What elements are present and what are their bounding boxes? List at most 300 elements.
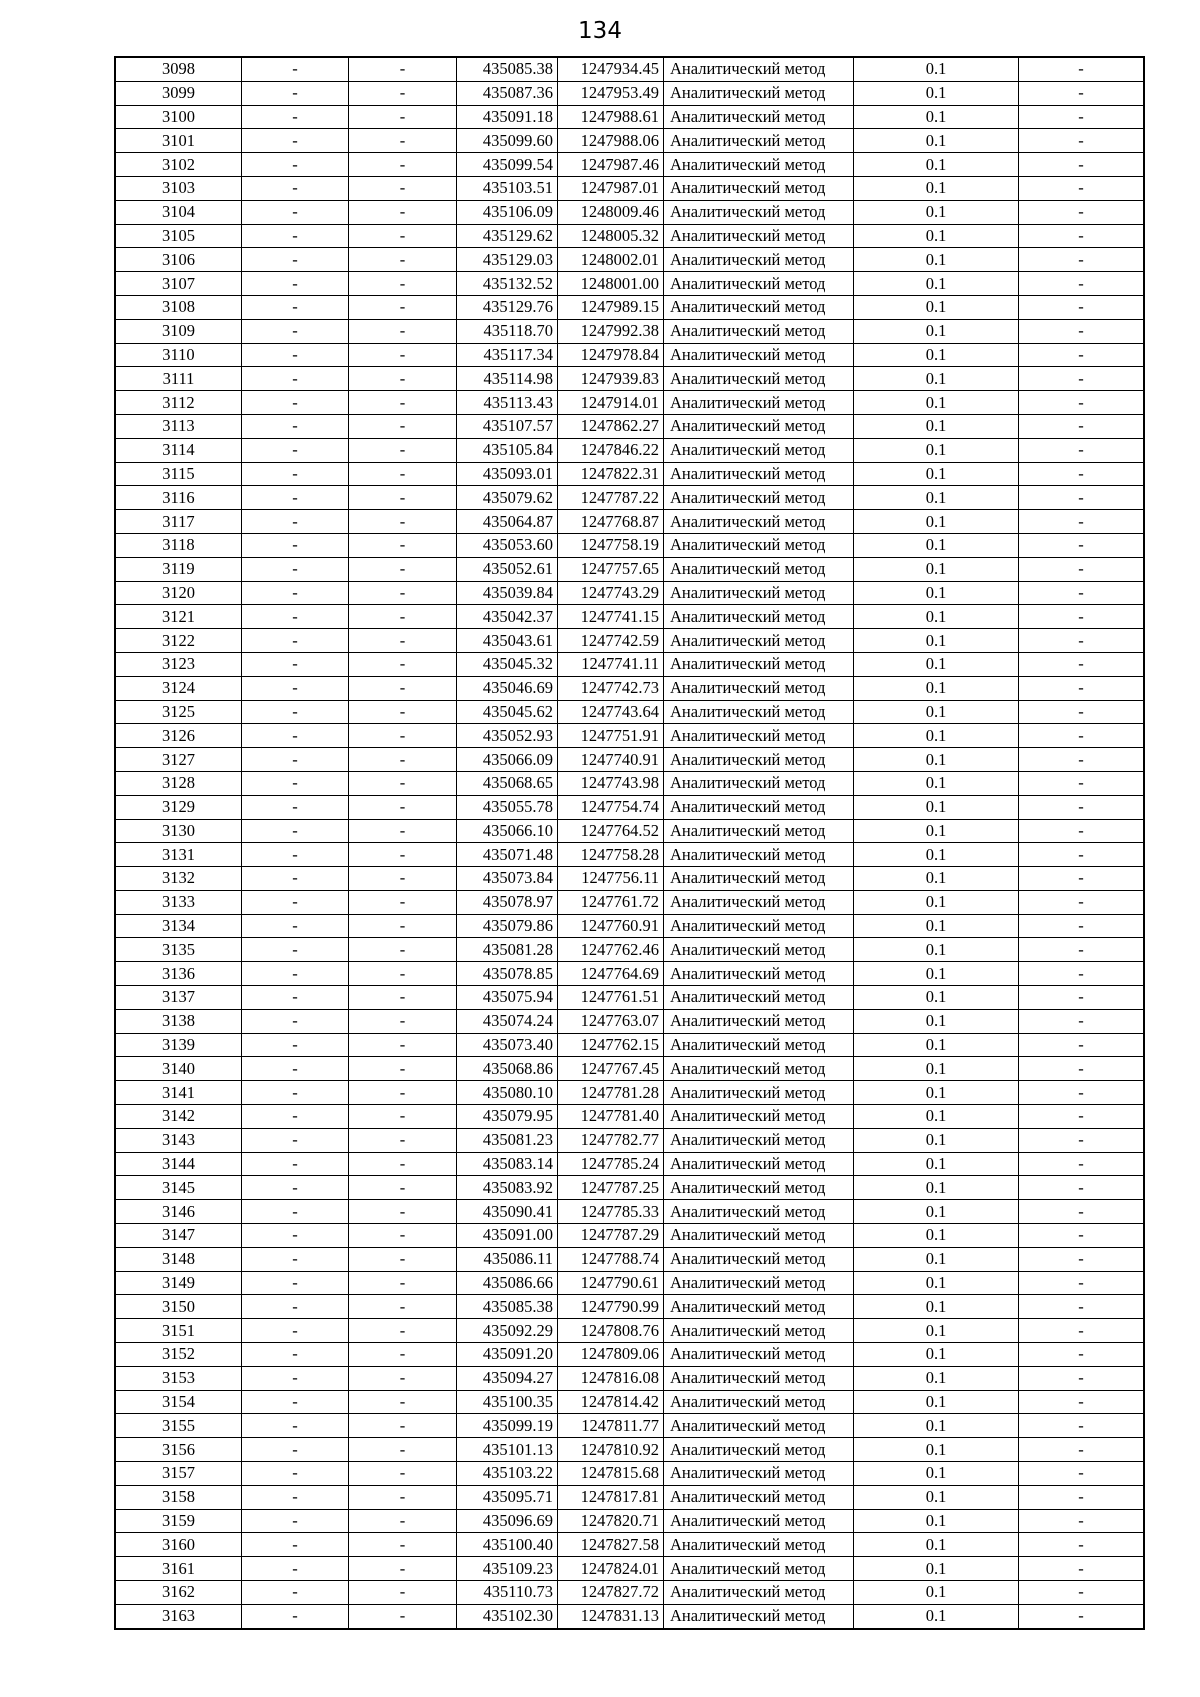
x-coordinate-cell: 435103.22 [457,1462,558,1486]
point-number-cell: 3098 [115,57,242,81]
empty-value-cell: - [242,176,349,200]
method-cell: Аналитический метод [664,1033,854,1057]
empty-value-cell: - [242,1009,349,1033]
y-coordinate-cell: 1247810.92 [558,1438,664,1462]
y-coordinate-cell: 1247742.59 [558,629,664,653]
empty-value-cell: - [1019,605,1145,629]
empty-value-cell: - [1019,986,1145,1010]
empty-value-cell: - [1019,367,1145,391]
table-row [115,676,1144,700]
table-row [115,272,1144,296]
point-number-cell: 3133 [115,890,242,914]
point-number-cell: 3159 [115,1509,242,1533]
y-coordinate-cell: 1247824.01 [558,1557,664,1581]
accuracy-cell: 0.1 [854,1533,1019,1557]
accuracy-cell: 0.1 [854,272,1019,296]
point-number-cell: 3149 [115,1271,242,1295]
empty-value-cell: - [1019,200,1145,224]
y-coordinate-cell: 1247767.45 [558,1057,664,1081]
y-coordinate-cell: 1248005.32 [558,224,664,248]
empty-value-cell: - [242,724,349,748]
table-row [115,1200,1144,1224]
y-coordinate-cell: 1247781.40 [558,1105,664,1129]
method-cell: Аналитический метод [664,1533,854,1557]
empty-value-cell: - [349,1105,457,1129]
empty-value-cell: - [349,57,457,81]
accuracy-cell: 0.1 [854,533,1019,557]
empty-value-cell: - [349,986,457,1010]
x-coordinate-cell: 435046.69 [457,676,558,700]
table-row [115,771,1144,795]
empty-value-cell: - [1019,1485,1145,1509]
empty-value-cell: - [349,1509,457,1533]
y-coordinate-cell: 1247740.91 [558,748,664,772]
accuracy-cell: 0.1 [854,486,1019,510]
empty-value-cell: - [349,724,457,748]
empty-value-cell: - [349,1390,457,1414]
x-coordinate-cell: 435043.61 [457,629,558,653]
empty-value-cell: - [242,486,349,510]
x-coordinate-cell: 435064.87 [457,510,558,534]
y-coordinate-cell: 1247787.29 [558,1224,664,1248]
x-coordinate-cell: 435073.84 [457,867,558,891]
y-coordinate-cell: 1247761.72 [558,890,664,914]
point-number-cell: 3125 [115,700,242,724]
empty-value-cell: - [242,224,349,248]
empty-value-cell: - [1019,1604,1145,1628]
y-coordinate-cell: 1247820.71 [558,1509,664,1533]
y-coordinate-cell: 1247751.91 [558,724,664,748]
empty-value-cell: - [242,462,349,486]
point-number-cell: 3115 [115,462,242,486]
method-cell: Аналитический метод [664,1128,854,1152]
point-number-cell: 3102 [115,153,242,177]
empty-value-cell: - [1019,129,1145,153]
accuracy-cell: 0.1 [854,1271,1019,1295]
empty-value-cell: - [349,200,457,224]
x-coordinate-cell: 435105.84 [457,438,558,462]
accuracy-cell: 0.1 [854,295,1019,319]
empty-value-cell: - [349,938,457,962]
empty-value-cell: - [1019,272,1145,296]
table-row [115,1128,1144,1152]
table-row [115,1604,1144,1628]
x-coordinate-cell: 435091.18 [457,105,558,129]
empty-value-cell: - [1019,414,1145,438]
x-coordinate-cell: 435053.60 [457,533,558,557]
empty-value-cell: - [349,1081,457,1105]
accuracy-cell: 0.1 [854,319,1019,343]
empty-value-cell: - [242,1247,349,1271]
x-coordinate-cell: 435074.24 [457,1009,558,1033]
accuracy-cell: 0.1 [854,1081,1019,1105]
method-cell: Аналитический метод [664,867,854,891]
accuracy-cell: 0.1 [854,890,1019,914]
y-coordinate-cell: 1247788.74 [558,1247,664,1271]
y-coordinate-cell: 1247809.06 [558,1343,664,1367]
method-cell: Аналитический метод [664,438,854,462]
empty-value-cell: - [349,1462,457,1486]
y-coordinate-cell: 1247822.31 [558,462,664,486]
empty-value-cell: - [349,319,457,343]
accuracy-cell: 0.1 [854,771,1019,795]
point-number-cell: 3103 [115,176,242,200]
x-coordinate-cell: 435099.19 [457,1414,558,1438]
empty-value-cell: - [1019,81,1145,105]
y-coordinate-cell: 1247989.15 [558,295,664,319]
empty-value-cell: - [349,771,457,795]
y-coordinate-cell: 1247988.06 [558,129,664,153]
accuracy-cell: 0.1 [854,1295,1019,1319]
page-number: 134 [578,18,622,44]
point-number-cell: 3146 [115,1200,242,1224]
empty-value-cell: - [1019,248,1145,272]
empty-value-cell: - [349,795,457,819]
y-coordinate-cell: 1247787.25 [558,1176,664,1200]
accuracy-cell: 0.1 [854,129,1019,153]
accuracy-cell: 0.1 [854,605,1019,629]
empty-value-cell: - [349,1557,457,1581]
empty-value-cell: - [1019,1128,1145,1152]
point-number-cell: 3104 [115,200,242,224]
empty-value-cell: - [242,1105,349,1129]
x-coordinate-cell: 435042.37 [457,605,558,629]
accuracy-cell: 0.1 [854,1438,1019,1462]
empty-value-cell: - [1019,343,1145,367]
empty-value-cell: - [349,700,457,724]
empty-value-cell: - [242,914,349,938]
y-coordinate-cell: 1247988.61 [558,105,664,129]
y-coordinate-cell: 1247790.61 [558,1271,664,1295]
empty-value-cell: - [242,129,349,153]
empty-value-cell: - [1019,391,1145,415]
table-row [115,57,1144,81]
accuracy-cell: 0.1 [854,153,1019,177]
x-coordinate-cell: 435085.38 [457,57,558,81]
method-cell: Аналитический метод [664,605,854,629]
accuracy-cell: 0.1 [854,200,1019,224]
x-coordinate-cell: 435102.30 [457,1604,558,1628]
point-number-cell: 3130 [115,819,242,843]
method-cell: Аналитический метод [664,938,854,962]
x-coordinate-cell: 435110.73 [457,1581,558,1605]
table-row [115,391,1144,415]
y-coordinate-cell: 1247817.81 [558,1485,664,1509]
empty-value-cell: - [242,1057,349,1081]
method-cell: Аналитический метод [664,748,854,772]
empty-value-cell: - [242,652,349,676]
y-coordinate-cell: 1247757.65 [558,557,664,581]
empty-value-cell: - [242,1271,349,1295]
accuracy-cell: 0.1 [854,914,1019,938]
table-row [115,1033,1144,1057]
accuracy-cell: 0.1 [854,1152,1019,1176]
empty-value-cell: - [242,1462,349,1486]
accuracy-cell: 0.1 [854,1509,1019,1533]
y-coordinate-cell: 1247827.72 [558,1581,664,1605]
empty-value-cell: - [1019,1271,1145,1295]
empty-value-cell: - [1019,319,1145,343]
point-number-cell: 3163 [115,1604,242,1628]
accuracy-cell: 0.1 [854,1057,1019,1081]
y-coordinate-cell: 1247827.58 [558,1533,664,1557]
x-coordinate-cell: 435083.92 [457,1176,558,1200]
point-number-cell: 3155 [115,1414,242,1438]
method-cell: Аналитический метод [664,1009,854,1033]
point-number-cell: 3162 [115,1581,242,1605]
empty-value-cell: - [1019,1557,1145,1581]
empty-value-cell: - [242,1295,349,1319]
accuracy-cell: 0.1 [854,1343,1019,1367]
point-number-cell: 3142 [115,1105,242,1129]
empty-value-cell: - [242,1390,349,1414]
y-coordinate-cell: 1247934.45 [558,57,664,81]
accuracy-cell: 0.1 [854,176,1019,200]
empty-value-cell: - [349,1366,457,1390]
empty-value-cell: - [349,295,457,319]
point-number-cell: 3127 [115,748,242,772]
empty-value-cell: - [242,1414,349,1438]
point-number-cell: 3150 [115,1295,242,1319]
accuracy-cell: 0.1 [854,748,1019,772]
x-coordinate-cell: 435045.62 [457,700,558,724]
x-coordinate-cell: 435101.13 [457,1438,558,1462]
y-coordinate-cell: 1247763.07 [558,1009,664,1033]
x-coordinate-cell: 435100.35 [457,1390,558,1414]
empty-value-cell: - [242,391,349,415]
x-coordinate-cell: 435045.32 [457,652,558,676]
method-cell: Аналитический метод [664,1200,854,1224]
point-number-cell: 3122 [115,629,242,653]
empty-value-cell: - [349,1033,457,1057]
accuracy-cell: 0.1 [854,962,1019,986]
x-coordinate-cell: 435096.69 [457,1509,558,1533]
method-cell: Аналитический метод [664,224,854,248]
accuracy-cell: 0.1 [854,462,1019,486]
empty-value-cell: - [349,581,457,605]
accuracy-cell: 0.1 [854,1485,1019,1509]
x-coordinate-cell: 435086.11 [457,1247,558,1271]
method-cell: Аналитический метод [664,57,854,81]
method-cell: Аналитический метод [664,1343,854,1367]
accuracy-cell: 0.1 [854,1581,1019,1605]
table-row [115,438,1144,462]
x-coordinate-cell: 435079.95 [457,1105,558,1129]
y-coordinate-cell: 1247953.49 [558,81,664,105]
empty-value-cell: - [1019,1390,1145,1414]
method-cell: Аналитический метод [664,1319,854,1343]
y-coordinate-cell: 1247787.22 [558,486,664,510]
empty-value-cell: - [1019,724,1145,748]
method-cell: Аналитический метод [664,105,854,129]
empty-value-cell: - [1019,1509,1145,1533]
empty-value-cell: - [349,438,457,462]
empty-value-cell: - [242,1343,349,1367]
accuracy-cell: 0.1 [854,105,1019,129]
empty-value-cell: - [349,272,457,296]
y-coordinate-cell: 1247790.99 [558,1295,664,1319]
point-number-cell: 3158 [115,1485,242,1509]
point-number-cell: 3156 [115,1438,242,1462]
empty-value-cell: - [1019,1247,1145,1271]
point-number-cell: 3123 [115,652,242,676]
empty-value-cell: - [242,1485,349,1509]
x-coordinate-cell: 435055.78 [457,795,558,819]
point-number-cell: 3132 [115,867,242,891]
method-cell: Аналитический метод [664,1247,854,1271]
y-coordinate-cell: 1247764.69 [558,962,664,986]
empty-value-cell: - [1019,1366,1145,1390]
method-cell: Аналитический метод [664,1152,854,1176]
x-coordinate-cell: 435106.09 [457,200,558,224]
point-number-cell: 3117 [115,510,242,534]
empty-value-cell: - [1019,153,1145,177]
y-coordinate-cell: 1247785.24 [558,1152,664,1176]
empty-value-cell: - [242,438,349,462]
y-coordinate-cell: 1248001.00 [558,272,664,296]
y-coordinate-cell: 1247815.68 [558,1462,664,1486]
point-number-cell: 3145 [115,1176,242,1200]
method-cell: Аналитический метод [664,1176,854,1200]
empty-value-cell: - [1019,652,1145,676]
accuracy-cell: 0.1 [854,1200,1019,1224]
accuracy-cell: 0.1 [854,224,1019,248]
x-coordinate-cell: 435129.03 [457,248,558,272]
table-row [115,414,1144,438]
method-cell: Аналитический метод [664,367,854,391]
empty-value-cell: - [349,1581,457,1605]
empty-value-cell: - [242,1509,349,1533]
empty-value-cell: - [242,319,349,343]
table-row [115,1176,1144,1200]
empty-value-cell: - [1019,533,1145,557]
method-cell: Аналитический метод [664,1557,854,1581]
empty-value-cell: - [349,819,457,843]
method-cell: Аналитический метод [664,1485,854,1509]
method-cell: Аналитический метод [664,843,854,867]
method-cell: Аналитический метод [664,1414,854,1438]
y-coordinate-cell: 1247742.73 [558,676,664,700]
point-number-cell: 3126 [115,724,242,748]
accuracy-cell: 0.1 [854,724,1019,748]
point-number-cell: 3112 [115,391,242,415]
accuracy-cell: 0.1 [854,1557,1019,1581]
point-number-cell: 3120 [115,581,242,605]
empty-value-cell: - [349,1200,457,1224]
empty-value-cell: - [349,510,457,534]
point-number-cell: 3124 [115,676,242,700]
x-coordinate-cell: 435117.34 [457,343,558,367]
method-cell: Аналитический метод [664,1105,854,1129]
x-coordinate-cell: 435103.51 [457,176,558,200]
accuracy-cell: 0.1 [854,700,1019,724]
accuracy-cell: 0.1 [854,1390,1019,1414]
point-number-cell: 3106 [115,248,242,272]
accuracy-cell: 0.1 [854,1224,1019,1248]
empty-value-cell: - [1019,57,1145,81]
x-coordinate-cell: 435114.98 [457,367,558,391]
y-coordinate-cell: 1247846.22 [558,438,664,462]
empty-value-cell: - [349,1319,457,1343]
x-coordinate-cell: 435113.43 [457,391,558,415]
empty-value-cell: - [1019,962,1145,986]
empty-value-cell: - [242,557,349,581]
empty-value-cell: - [349,1414,457,1438]
empty-value-cell: - [1019,771,1145,795]
table-row [115,938,1144,962]
method-cell: Аналитический метод [664,986,854,1010]
table-row [115,652,1144,676]
point-number-cell: 3110 [115,343,242,367]
y-coordinate-cell: 1247758.28 [558,843,664,867]
accuracy-cell: 0.1 [854,1319,1019,1343]
y-coordinate-cell: 1247914.01 [558,391,664,415]
empty-value-cell: - [242,272,349,296]
x-coordinate-cell: 435109.23 [457,1557,558,1581]
x-coordinate-cell: 435078.97 [457,890,558,914]
y-coordinate-cell: 1247761.51 [558,986,664,1010]
empty-value-cell: - [242,414,349,438]
empty-value-cell: - [242,533,349,557]
table-row [115,105,1144,129]
method-cell: Аналитический метод [664,272,854,296]
empty-value-cell: - [242,343,349,367]
empty-value-cell: - [242,890,349,914]
accuracy-cell: 0.1 [854,343,1019,367]
table-row [115,986,1144,1010]
table-row [115,843,1144,867]
x-coordinate-cell: 435099.60 [457,129,558,153]
x-coordinate-cell: 435073.40 [457,1033,558,1057]
y-coordinate-cell: 1247992.38 [558,319,664,343]
method-cell: Аналитический метод [664,81,854,105]
point-number-cell: 3152 [115,1343,242,1367]
y-coordinate-cell: 1247862.27 [558,414,664,438]
method-cell: Аналитический метод [664,795,854,819]
empty-value-cell: - [349,1604,457,1628]
y-coordinate-cell: 1247785.33 [558,1200,664,1224]
accuracy-cell: 0.1 [854,1105,1019,1129]
empty-value-cell: - [242,1366,349,1390]
empty-value-cell: - [1019,1176,1145,1200]
empty-value-cell: - [349,367,457,391]
point-number-cell: 3111 [115,367,242,391]
empty-value-cell: - [242,1224,349,1248]
empty-value-cell: - [349,605,457,629]
point-number-cell: 3116 [115,486,242,510]
method-cell: Аналитический метод [664,1081,854,1105]
y-coordinate-cell: 1247987.01 [558,176,664,200]
table-row [115,1057,1144,1081]
table-row [115,890,1144,914]
method-cell: Аналитический метод [664,343,854,367]
point-number-cell: 3107 [115,272,242,296]
x-coordinate-cell: 435086.66 [457,1271,558,1295]
y-coordinate-cell: 1247762.15 [558,1033,664,1057]
empty-value-cell: - [1019,1224,1145,1248]
y-coordinate-cell: 1247760.91 [558,914,664,938]
x-coordinate-cell: 435071.48 [457,843,558,867]
x-coordinate-cell: 435080.10 [457,1081,558,1105]
table-row [115,176,1144,200]
method-cell: Аналитический метод [664,962,854,986]
empty-value-cell: - [349,391,457,415]
empty-value-cell: - [1019,1081,1145,1105]
point-number-cell: 3148 [115,1247,242,1271]
x-coordinate-cell: 435083.14 [457,1152,558,1176]
accuracy-cell: 0.1 [854,676,1019,700]
table-body [115,57,1144,1629]
